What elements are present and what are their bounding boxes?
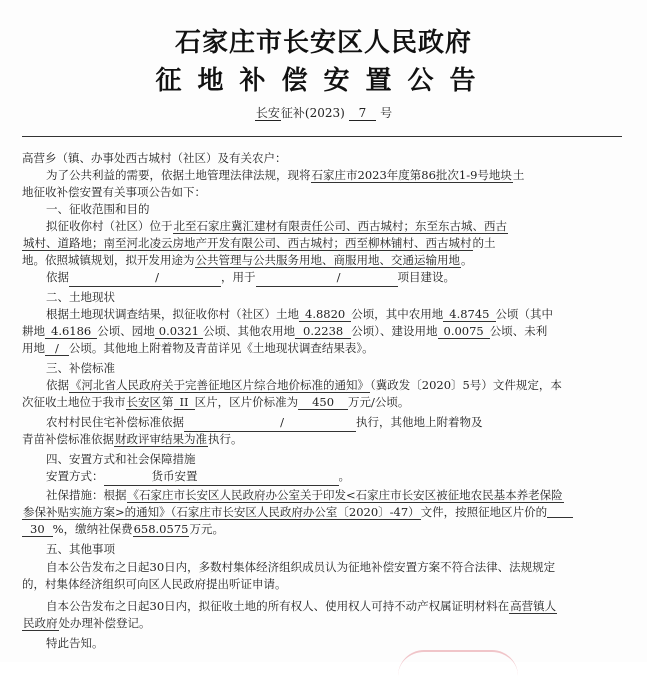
s4-line-4: 30 %，缴纳社保费658.0575万元。 (22, 521, 624, 538)
construction-area: 0.0075 (438, 324, 490, 339)
s5-line-3: 自本公告发布之日起30日内，拟征收土地的所有权人、使用权人可持不动产权属证明材料在高营镇人 (46, 599, 557, 613)
s1-line-2: 城村、道路地；南至河北凌云房地产开发有限公司、西古城村；西至柳林铺村、西古城村的土 (23, 236, 496, 250)
closing-remark: 特此告知。 (46, 636, 104, 650)
zone-number: II (174, 395, 195, 410)
intro-paragraph-2: 地征收补偿安置有关事项公告如下： (22, 185, 206, 199)
project-blank: / (256, 269, 398, 287)
s4-line-2: 社保措施：根据《石家庄市长安区人民政府办公室关于印发<石家庄市长安区被征地农民基本养老保险 (46, 488, 563, 502)
rate-blank (547, 505, 573, 518)
boundary-north-east: 北至石家庄冀汇建材有限责任公司、西古城村；东至东古城、西古 (173, 219, 507, 233)
s4-line-3: 参保补贴实施方案>的通知》（石家庄市长安区人民政府办公室〔2020〕-47）文件，按照征地区片价的 (22, 504, 624, 521)
registration-office-cont: 民政府 (23, 616, 58, 630)
notice-title: 征地补偿安置公告 (155, 66, 492, 96)
other-farm-area: 0.2238 (295, 324, 351, 339)
total-area: 4.8820 (299, 307, 351, 322)
section-2-heading: 二、土地现状 (46, 290, 115, 304)
docno-mid: 征补( (280, 106, 310, 120)
standard-document: 《河北省人民政府关于完善征地区片综合地价标准的通知》 (70, 378, 369, 392)
s2-line-2: 耕地 4.6186 公顷、园地 0.0321 公顷、其他农用地 0.2238 公顷）、建设用地 0.0075 公顷、未利 (22, 324, 548, 338)
batch-name: 石家庄市2023年度第86批次1-9号地块 (311, 168, 512, 182)
s3-line-1: 依据《河北省人民政府关于完善征地区片综合地价标准的通知》（冀政发〔2020〕5号）文件规定，本 (46, 378, 562, 392)
s4-line-1: 安置方式： 货币安置 。 (22, 468, 624, 486)
crop-standard: 财政评审结果为准 (115, 432, 207, 446)
housing-standard-blank: / (184, 414, 356, 432)
arable-area: 4.6186 (45, 324, 97, 339)
social-security-document: 《石家庄市长安区人民政府办公室关于印发<石家庄市长安区被征地农民基本养老保险 (127, 488, 563, 502)
s2-line-1: 根据土地现状调查结果，拟征收你村（社区）土地 4.8820 公顷，其中农用地 4.8745 公顷（其中 (46, 307, 553, 321)
section-5-heading: 五、其他事项 (46, 542, 115, 556)
s1-line-4: 依据 / ，用于 / 项目建设。 (22, 269, 624, 287)
s2-line-3: 用地 / 公顷。其他地上附着物及青苗详见《土地现状调查结果表》。 (22, 341, 374, 355)
docno-suffix: 号 (380, 106, 393, 120)
district-name: 长安区 (126, 395, 161, 409)
boundary-south-west: 城村、道路地；南至河北凌云房地产开发有限公司、西古城村；西至柳林铺村、西古城村 (23, 236, 472, 250)
basis-blank: / (69, 269, 221, 287)
s5-line-4: 民政府处办理补偿登记。 (23, 616, 151, 630)
social-security-fee: 658.0575 (133, 522, 189, 536)
docno-number: 7 (349, 106, 377, 121)
section-4-heading: 四、安置方式和社会保障措施 (46, 452, 196, 466)
s3-line-2: 次征收土地位于我市长安区第 II 区片，区片价标准为 450 万元/公顷。 (22, 395, 410, 409)
farmland-area: 4.8745 (443, 307, 495, 322)
zone-price: 450 (298, 395, 348, 410)
official-seal-edge (398, 650, 518, 676)
addressee: 高营乡（镇、办事处西古城村（社区）及有关农户： (22, 151, 287, 165)
s3-line-4: 青苗补偿标准依据财政评审结果为准执行。 (22, 432, 243, 446)
docno-prefix: 长安 (255, 106, 280, 120)
government-title: 石家庄市长安区人民政府 (174, 28, 472, 58)
s1-line-3: 地。依照城镇规划，拟开发用途为公共管理与公共服务用地、商服用地、交通运输用地。 (22, 253, 473, 267)
unused-area: / (45, 341, 69, 356)
section-1-heading: 一、征收范围和目的 (46, 202, 150, 216)
header-divider (22, 136, 622, 137)
registration-office: 高营镇人 (510, 599, 557, 613)
contribution-rate: 30 (22, 522, 53, 537)
docno-year: 2023 (309, 106, 341, 120)
land-use-purpose: 公共管理与公共服务用地、商服用地、交通运输用地 (195, 253, 460, 267)
garden-area: 0.0321 (155, 324, 203, 339)
resettlement-method: 货币安置 (104, 468, 339, 486)
docno-close: ) (340, 106, 345, 120)
s3-line-3: 农村村民住宅补偿标准依据 / 执行，其他地上附着物及 (22, 414, 624, 432)
s1-line-1: 拟征收你村（社区）位于北至石家庄冀汇建材有限责任公司、西古城村；东至东古城、西古 (46, 219, 507, 233)
s5-line-1: 自本公告发布之日起30日内，多数村集体经济组织成员认为征地补偿安置方案不符合法律、法规规定 (46, 560, 556, 574)
s5-line-2: 的，村集体经济组织可向区人民政府提出听证申请。 (22, 577, 287, 591)
social-security-document-cont: 参保补贴实施方案>的通知》（石家庄市长安区人民政府办公室〔2020〕-47） (23, 505, 420, 519)
document-number (0, 104, 647, 122)
section-3-heading: 三、补偿标准 (46, 361, 115, 375)
intro-paragraph-1: 为了公共利益的需要，依据土地管理法律法规，现将石家庄市2023年度第86批次1-9号地块土 (46, 168, 525, 182)
